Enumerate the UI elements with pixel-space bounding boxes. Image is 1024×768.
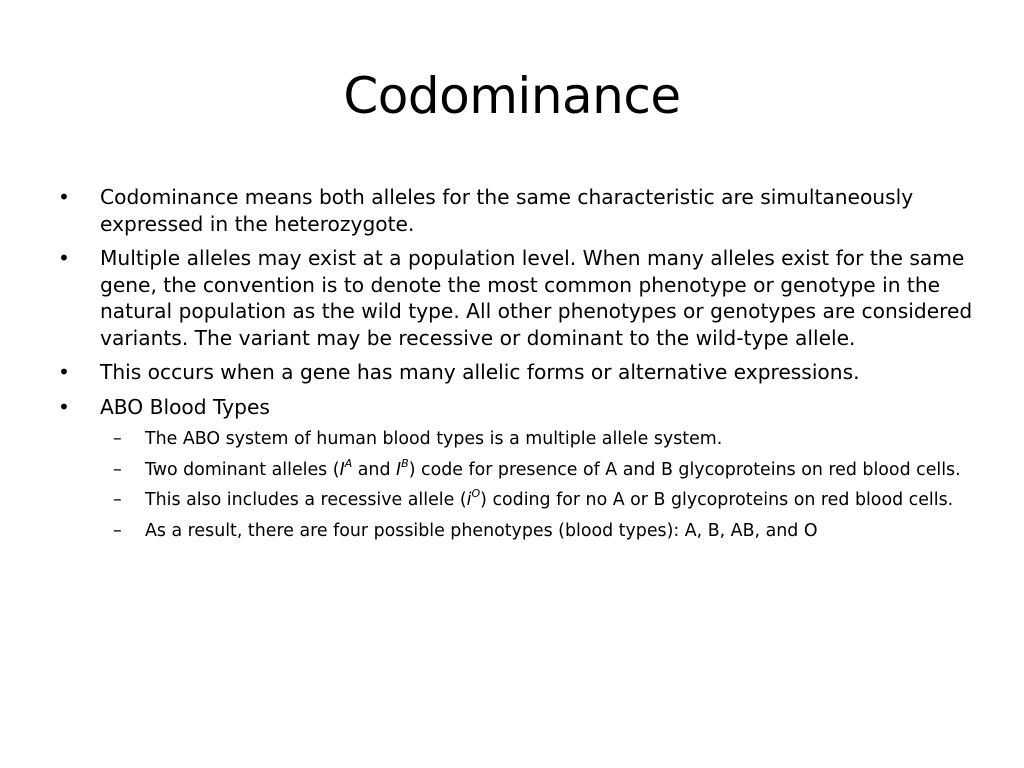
subbullet-text: The ABO system of human blood types is a multiple allele system.	[145, 429, 723, 449]
subbullet-text-middle: and	[352, 459, 397, 480]
subbullet-item-recessive-allele	[58, 489, 988, 513]
allele-io-superscript: O	[471, 487, 481, 501]
bullet-marker: •	[58, 394, 70, 419]
subbullet-text-suffix: ) coding for no A or B glycoproteins on red blood cells.	[480, 490, 954, 510]
subbullet-marker: –	[113, 429, 122, 449]
subbullet-marker: –	[113, 490, 122, 510]
subbullet-item-four-phenotypes	[58, 520, 988, 544]
bullet-item-codominance-definition	[58, 184, 988, 237]
subbullet-text-prefix: This also includes a recessive allele (	[145, 490, 467, 510]
subbullet-marker: –	[113, 459, 122, 480]
bullet-item-allelic-forms	[58, 359, 988, 386]
allele-ib-symbol: I	[396, 459, 402, 480]
subbullet-item-abo-system	[58, 428, 988, 452]
subbullet-text: As a result, there are four possible phenotypes (blood types): A, B, AB, and O	[145, 520, 818, 541]
slide-title: Codominance	[343, 67, 681, 125]
subbullet-text-prefix: Two dominant alleles (	[145, 459, 340, 480]
bullet-text: ABO Blood Types	[100, 394, 270, 419]
bullet-item-abo-blood-types	[58, 394, 988, 421]
allele-ia-symbol: I	[339, 459, 345, 480]
allele-io-symbol: i	[466, 490, 472, 510]
bullet-text: Codominance means both alleles for the same characteristic are simultaneously expressed in the heterozygote.	[100, 185, 914, 236]
allele-ib-superscript: B	[401, 456, 409, 470]
subbullet-text-suffix: ) code for presence of A and B glycoproteins on red blood cells.	[408, 459, 961, 480]
bullet-item-multiple-alleles	[58, 245, 988, 351]
bullet-marker: •	[58, 246, 70, 270]
bullet-marker: •	[58, 360, 70, 384]
slide-content	[58, 184, 988, 550]
bullet-marker: •	[58, 185, 70, 209]
subbullet-item-dominant-alleles	[58, 456, 988, 483]
allele-ia-superscript: A	[344, 456, 353, 470]
bullet-text: Multiple alleles may exist at a population level. When many alleles exist for the same gene, the convention is to denote the most common phenotype or genotype in the natural population as the wild type. All other phenotypes or genotypes are considered variants. The variant may be recessive or dominant to the wild-type allele.	[100, 246, 973, 350]
bullet-text: This occurs when a gene has many allelic forms or alternative expressions.	[100, 360, 860, 384]
subbullet-marker: –	[113, 520, 122, 541]
